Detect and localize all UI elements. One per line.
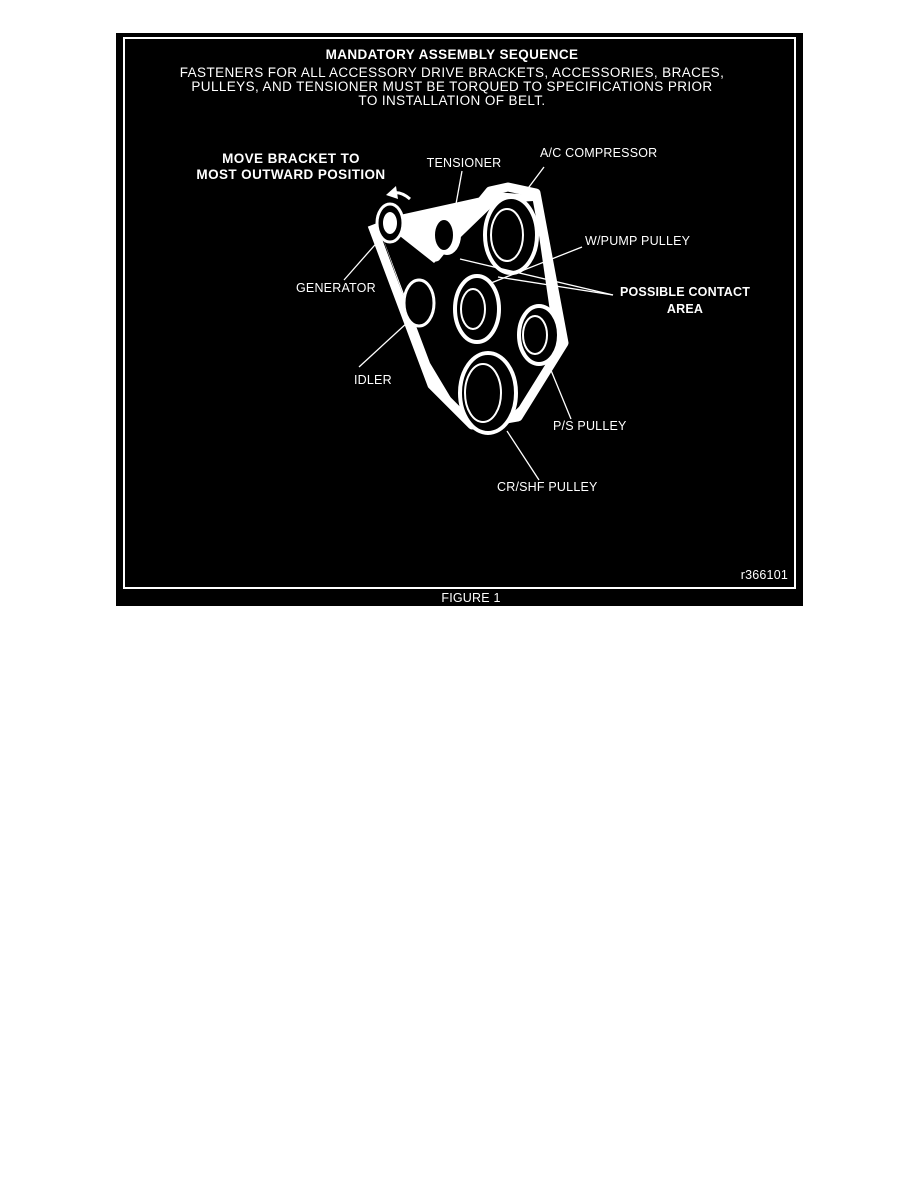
label-tensioner: TENSIONER [426,156,502,170]
crshf-pulley [460,353,516,433]
label-crshf-pulley: CR/SHF PULLEY [497,480,598,494]
label-possible-contact-1: POSSIBLE CONTACT [619,285,751,299]
figure-caption: FIGURE 1 [441,591,501,605]
wpump-pulley [455,276,499,342]
label-possible-contact-2: AREA [666,302,704,316]
instruction-line-1: MOVE BRACKET TO [222,151,360,166]
idler-pulley [404,280,434,326]
ac-compressor-pulley [485,197,537,273]
instruction-line-2: MOST OUTWARD POSITION [196,167,386,182]
figure-canvas [116,33,803,606]
tensioner-pulley [433,215,461,255]
notice-line-2: PULLEYS, AND TENSIONER MUST BE TORQUED TO SPECIFICATIONS PRIOR [191,79,713,94]
notice-line-3: TO INSTALLATION OF BELT. [358,93,546,108]
notice-line-1: FASTENERS FOR ALL ACCESSORY DRIVE BRACKETS, ACCESSORIES, BRACES, [179,65,725,80]
reference-code: r366101 [740,568,788,582]
ps-pulley [519,306,559,364]
heading: MANDATORY ASSEMBLY SEQUENCE [325,47,579,62]
label-ac-compressor: A/C COMPRESSOR [540,146,658,160]
label-wpump-pulley: W/PUMP PULLEY [585,234,691,248]
label-idler: IDLER [354,373,392,387]
label-generator: GENERATOR [296,281,376,295]
label-ps-pulley: P/S PULLEY [553,419,627,433]
generator-pulley [377,204,403,242]
belt-routing-figure [116,33,803,606]
